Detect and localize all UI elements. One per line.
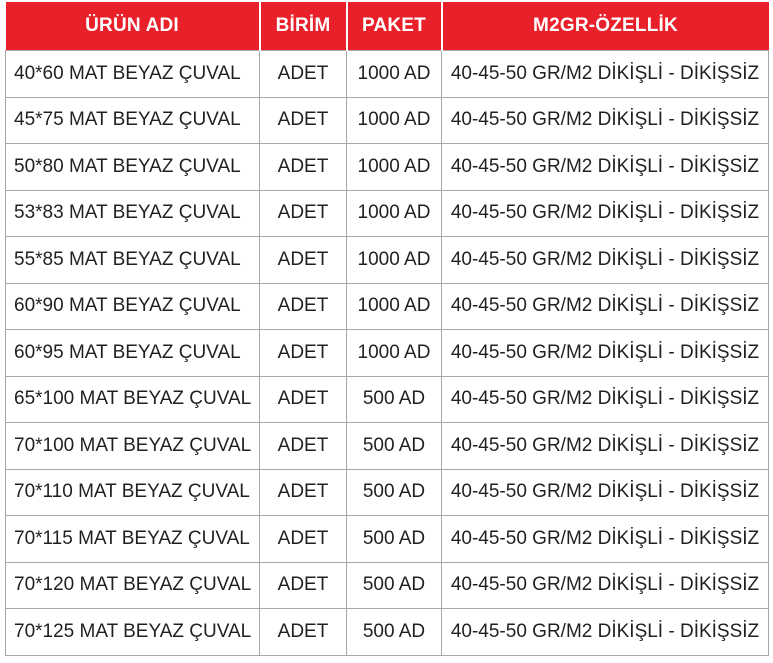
table-body bbox=[6, 51, 769, 656]
table-row bbox=[6, 376, 769, 423]
table-row bbox=[6, 97, 769, 144]
product-table bbox=[5, 2, 769, 656]
specification-cell: 40-45-50 GR/M2 DİKİŞLİ - DİKİŞSİZ bbox=[442, 237, 769, 284]
product-table-container bbox=[5, 2, 768, 656]
specification-cell: 40-45-50 GR/M2 DİKİŞLİ - DİKİŞSİZ bbox=[442, 469, 769, 516]
package-cell: 1000 AD bbox=[347, 144, 442, 191]
specification-cell: 40-45-50 GR/M2 DİKİŞLİ - DİKİŞSİZ bbox=[442, 609, 769, 656]
specification-cell: 40-45-50 GR/M2 DİKİŞLİ - DİKİŞSİZ bbox=[442, 376, 769, 423]
package-cell: 500 AD bbox=[347, 423, 442, 470]
product-name-cell: 45*75 MAT BEYAZ ÇUVAL bbox=[6, 97, 260, 144]
unit-cell: ADET bbox=[260, 469, 347, 516]
package-cell: 500 AD bbox=[347, 516, 442, 563]
table-row bbox=[6, 51, 769, 98]
product-name-cell: 70*110 MAT BEYAZ ÇUVAL bbox=[6, 469, 260, 516]
table-row bbox=[6, 190, 769, 237]
specification-cell: 40-45-50 GR/M2 DİKİŞLİ - DİKİŞSİZ bbox=[442, 144, 769, 191]
table-row bbox=[6, 237, 769, 284]
specification-cell: 40-45-50 GR/M2 DİKİŞLİ - DİKİŞSİZ bbox=[442, 330, 769, 377]
product-name-cell: 70*115 MAT BEYAZ ÇUVAL bbox=[6, 516, 260, 563]
package-cell: 500 AD bbox=[347, 609, 442, 656]
table-header bbox=[6, 2, 769, 51]
header-unit: BİRİM bbox=[260, 2, 347, 51]
package-cell: 1000 AD bbox=[347, 283, 442, 330]
unit-cell: ADET bbox=[260, 423, 347, 470]
package-cell: 500 AD bbox=[347, 376, 442, 423]
product-name-cell: 70*100 MAT BEYAZ ÇUVAL bbox=[6, 423, 260, 470]
product-name-cell: 65*100 MAT BEYAZ ÇUVAL bbox=[6, 376, 260, 423]
specification-cell: 40-45-50 GR/M2 DİKİŞLİ - DİKİŞSİZ bbox=[442, 423, 769, 470]
specification-cell: 40-45-50 GR/M2 DİKİŞLİ - DİKİŞSİZ bbox=[442, 283, 769, 330]
package-cell: 1000 AD bbox=[347, 51, 442, 98]
header-row bbox=[6, 2, 769, 51]
table-row bbox=[6, 469, 769, 516]
unit-cell: ADET bbox=[260, 237, 347, 284]
table-row bbox=[6, 562, 769, 609]
product-name-cell: 60*95 MAT BEYAZ ÇUVAL bbox=[6, 330, 260, 377]
package-cell: 1000 AD bbox=[347, 97, 442, 144]
specification-cell: 40-45-50 GR/M2 DİKİŞLİ - DİKİŞSİZ bbox=[442, 97, 769, 144]
table-row bbox=[6, 423, 769, 470]
package-cell: 1000 AD bbox=[347, 190, 442, 237]
unit-cell: ADET bbox=[260, 190, 347, 237]
unit-cell: ADET bbox=[260, 562, 347, 609]
package-cell: 500 AD bbox=[347, 469, 442, 516]
unit-cell: ADET bbox=[260, 609, 347, 656]
unit-cell: ADET bbox=[260, 376, 347, 423]
package-cell: 1000 AD bbox=[347, 237, 442, 284]
table-row bbox=[6, 283, 769, 330]
header-package: PAKET bbox=[347, 2, 442, 51]
unit-cell: ADET bbox=[260, 516, 347, 563]
package-cell: 500 AD bbox=[347, 562, 442, 609]
specification-cell: 40-45-50 GR/M2 DİKİŞLİ - DİKİŞSİZ bbox=[442, 190, 769, 237]
header-product-name: ÜRÜN ADI bbox=[6, 2, 260, 51]
product-name-cell: 40*60 MAT BEYAZ ÇUVAL bbox=[6, 51, 260, 98]
specification-cell: 40-45-50 GR/M2 DİKİŞLİ - DİKİŞSİZ bbox=[442, 51, 769, 98]
product-name-cell: 53*83 MAT BEYAZ ÇUVAL bbox=[6, 190, 260, 237]
table-row bbox=[6, 330, 769, 377]
unit-cell: ADET bbox=[260, 330, 347, 377]
unit-cell: ADET bbox=[260, 144, 347, 191]
specification-cell: 40-45-50 GR/M2 DİKİŞLİ - DİKİŞSİZ bbox=[442, 516, 769, 563]
table-row bbox=[6, 144, 769, 191]
unit-cell: ADET bbox=[260, 97, 347, 144]
unit-cell: ADET bbox=[260, 51, 347, 98]
header-specification: M2GR-ÖZELLİK bbox=[442, 2, 769, 51]
package-cell: 1000 AD bbox=[347, 330, 442, 377]
product-name-cell: 55*85 MAT BEYAZ ÇUVAL bbox=[6, 237, 260, 284]
specification-cell: 40-45-50 GR/M2 DİKİŞLİ - DİKİŞSİZ bbox=[442, 562, 769, 609]
product-name-cell: 50*80 MAT BEYAZ ÇUVAL bbox=[6, 144, 260, 191]
unit-cell: ADET bbox=[260, 283, 347, 330]
table-row bbox=[6, 609, 769, 656]
product-name-cell: 60*90 MAT BEYAZ ÇUVAL bbox=[6, 283, 260, 330]
product-name-cell: 70*120 MAT BEYAZ ÇUVAL bbox=[6, 562, 260, 609]
table-row bbox=[6, 516, 769, 563]
product-name-cell: 70*125 MAT BEYAZ ÇUVAL bbox=[6, 609, 260, 656]
